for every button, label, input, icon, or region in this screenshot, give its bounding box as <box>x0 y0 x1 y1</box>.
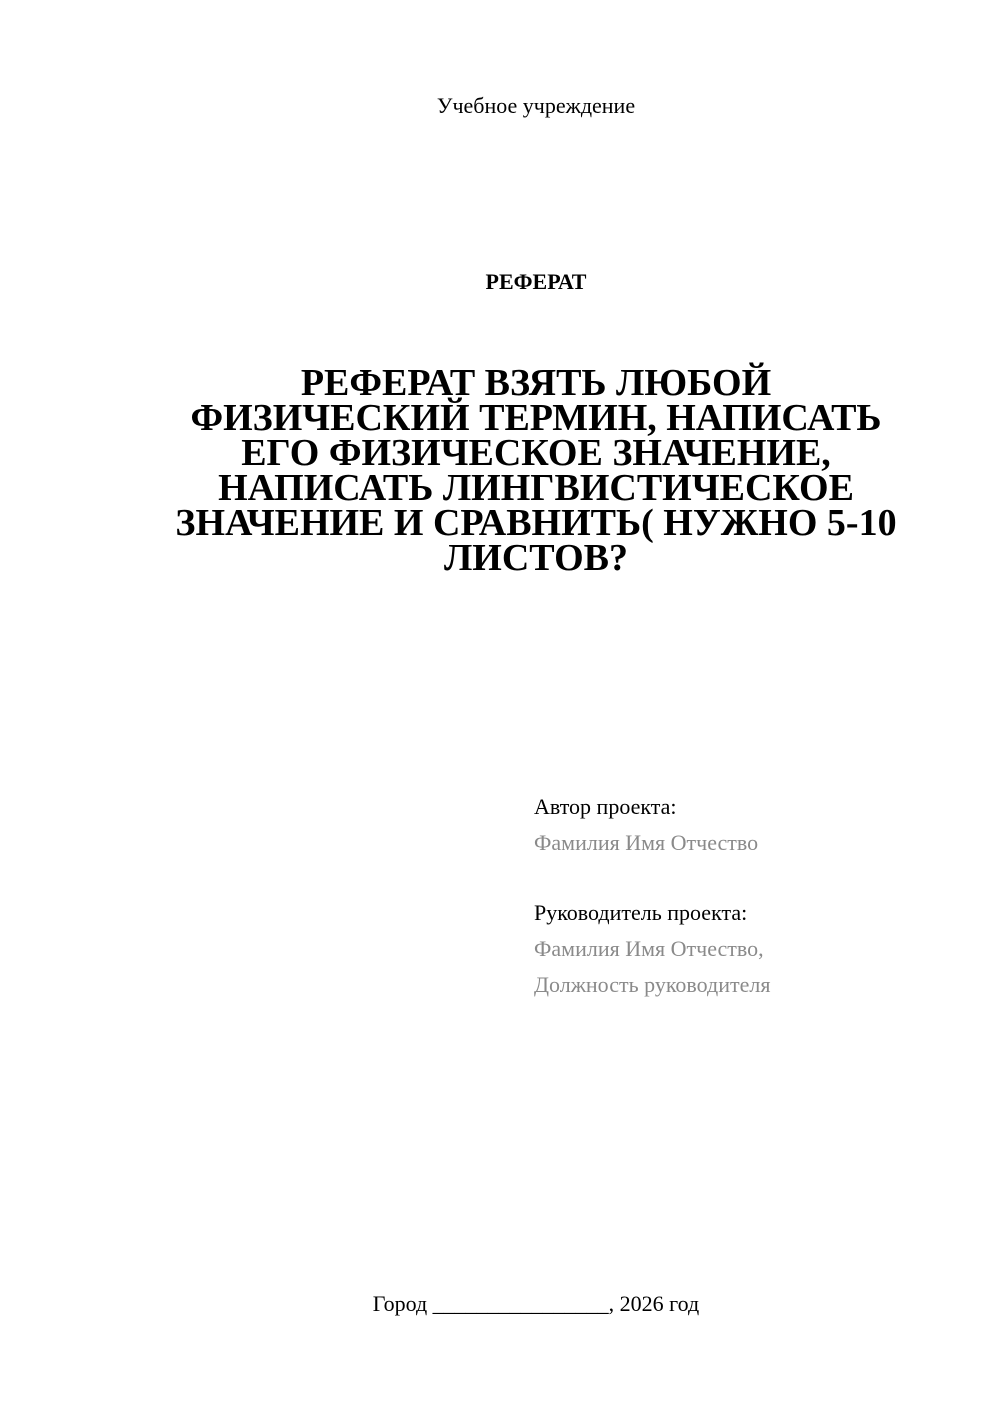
title-line: ЛИСТОВ? <box>443 537 629 579</box>
document-title <box>160 362 912 579</box>
project-info <box>534 789 974 1003</box>
title-line: ФИЗИЧЕСКИЙ ТЕРМИН, НАПИСАТЬ <box>190 397 882 439</box>
title-line: ЗНАЧЕНИЕ И СРАВНИТЬ( НУЖНО 5-10 <box>175 502 897 544</box>
author-name: Фамилия Имя Отчество <box>534 830 759 855</box>
city-year-footer: Город ________________, 2026 год <box>372 1291 700 1316</box>
supervisor-label: Руководитель проекта: <box>534 900 748 925</box>
info-spacer <box>534 861 974 895</box>
title-line: ЕГО ФИЗИЧЕСКОЕ ЗНАЧЕНИЕ, <box>241 432 831 474</box>
title-line: РЕФЕРАТ ВЗЯТЬ ЛЮБОЙ <box>300 362 772 404</box>
title-line: НАПИСАТЬ ЛИНГВИСТИЧЕСКОЕ <box>218 467 854 509</box>
institution-name: Учебное учреждение <box>436 93 636 118</box>
document-type: РЕФЕРАТ <box>485 269 587 294</box>
supervisor-position: Должность руководителя <box>534 972 771 997</box>
author-label: Автор проекта: <box>534 794 677 819</box>
supervisor-name: Фамилия Имя Отчество, <box>534 936 764 961</box>
